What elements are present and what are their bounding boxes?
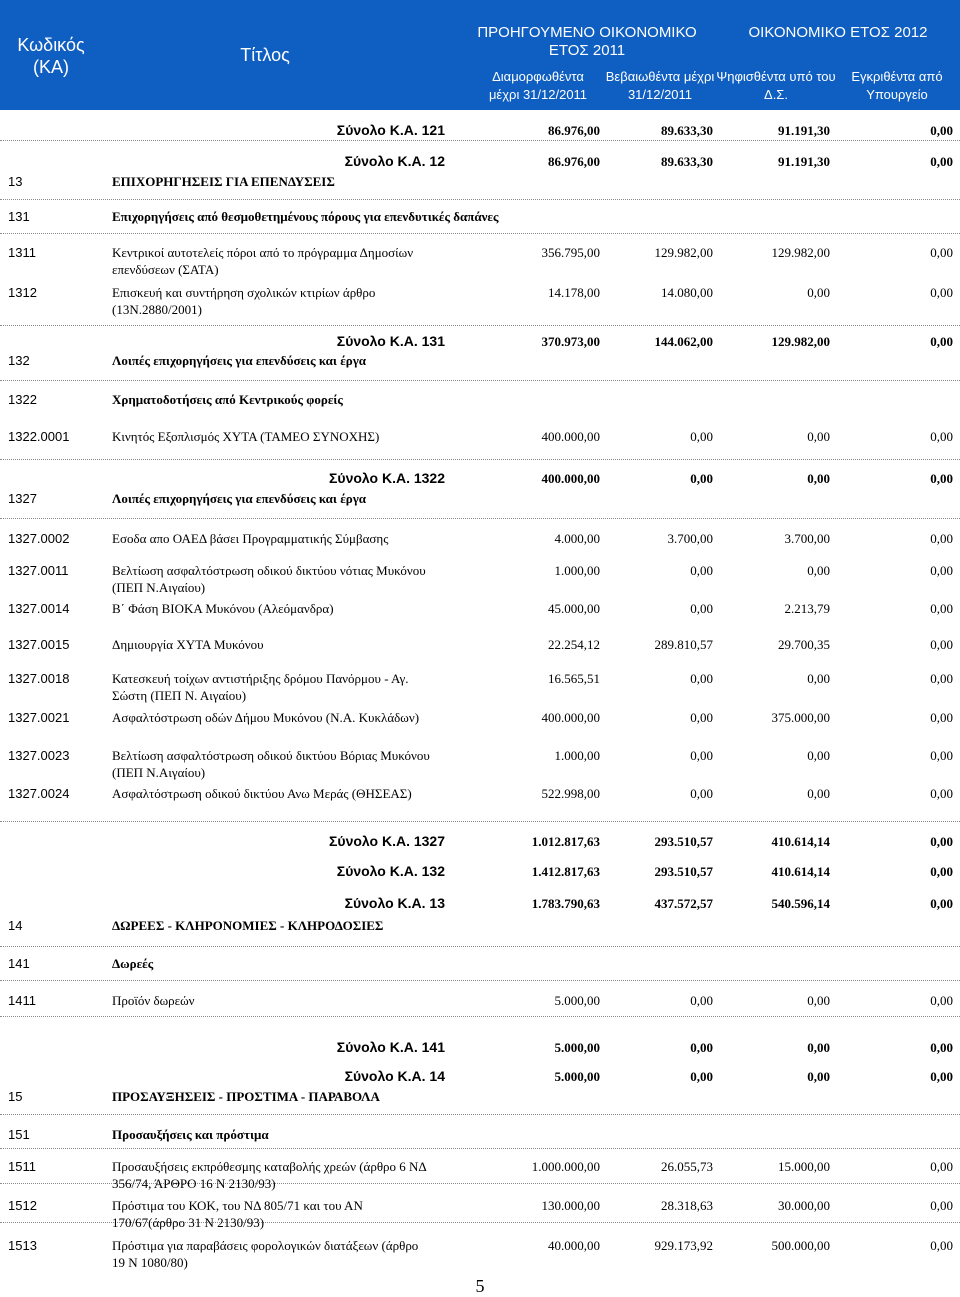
value-approved: 0,00 <box>930 1040 953 1055</box>
row-code: 1322 <box>8 392 37 407</box>
row-code: 1327 <box>8 491 37 506</box>
value-formed: 1.012.817,63 <box>531 834 600 849</box>
row-separator <box>0 459 960 460</box>
value-voted: 500.000,00 <box>771 1238 830 1253</box>
value-approved: 0,00 <box>930 786 953 801</box>
row-separator <box>0 1114 960 1115</box>
row-title: Κινητός Εξοπλισμός ΧΥΤΑ (ΤΑΜΕΟ ΣΥΝΟΧΗΣ) <box>112 429 380 444</box>
value-approved: 0,00 <box>930 1238 953 1253</box>
value-voted: 410.614,14 <box>771 834 830 849</box>
value-approved: 0,00 <box>930 563 953 578</box>
value-formed: 86.976,00 <box>548 123 600 138</box>
value-certified: 14.080,00 <box>661 285 713 300</box>
row-title: Ασφαλτόστρωση οδικού δικτύου Ανω Μεράς (ΘΗΣΕΑΣ) <box>112 786 412 801</box>
row-code: 1322.0001 <box>8 429 70 444</box>
value-formed: 1.000.000,00 <box>531 1159 600 1174</box>
row-separator <box>0 980 960 981</box>
value-voted: 0,00 <box>807 285 830 300</box>
row-code: 14 <box>8 918 23 933</box>
column-header-approved: Εγκριθέντα από Υπουργείο <box>851 69 943 102</box>
value-certified: 0,00 <box>690 671 713 686</box>
total-label: Σύνολο Κ.Α. 12 <box>344 153 445 169</box>
value-formed: 522.998,00 <box>541 786 600 801</box>
value-certified: 0,00 <box>690 748 713 763</box>
row-title: ΕΠΙΧΟΡΗΓΗΣΕΙΣ ΓΙΑ ΕΠΕΝΔΥΣΕΙΣ <box>112 174 335 189</box>
row-title: Β΄ Φάση ΒΙΟΚΑ Μυκόνου (Αλεόμανδρα) <box>112 601 334 616</box>
value-approved: 0,00 <box>930 1069 953 1084</box>
value-certified: 0,00 <box>690 563 713 578</box>
row-title: Πρόστιμα του ΚΟΚ, του ΝΔ 805/71 και του ΑΝ 170/67(άρθρο 31 Ν 2130/93) <box>112 1198 363 1230</box>
row-title: Χρηματοδοτήσεις από Κεντρικούς φορείς <box>112 392 343 407</box>
page-number: 5 <box>475 1276 485 1296</box>
row-title: ΔΩΡΕΕΣ - ΚΛΗΡΟΝΟΜΙΕΣ - ΚΛΗΡΟΔΟΣΙΕΣ <box>112 918 384 933</box>
value-certified: 293.510,57 <box>654 834 713 849</box>
total-label: Σύνολο Κ.Α. 121 <box>336 122 445 138</box>
row-title: Επιχορηγήσεις από θεσμοθετημένους πόρους για επενδυτικές δαπάνες <box>112 209 499 224</box>
value-approved: 0,00 <box>930 531 953 546</box>
row-title: Εσοδα απο ΟΑΕΔ βάσει Προγραμματικής Σύμβασης <box>112 531 389 546</box>
value-certified: 293.510,57 <box>654 864 713 879</box>
value-formed: 4.000,00 <box>554 531 600 546</box>
value-approved: 0,00 <box>930 429 953 444</box>
value-formed: 400.000,00 <box>541 429 600 444</box>
value-certified: 89.633,30 <box>661 154 713 169</box>
value-voted: 0,00 <box>807 786 830 801</box>
row-code: 1513 <box>8 1238 37 1253</box>
total-label: Σύνολο Κ.Α. 13 <box>344 895 445 911</box>
column-header-title: Τίτλος <box>240 45 290 65</box>
value-approved: 0,00 <box>930 834 953 849</box>
row-title: Κατεσκευή τοίχων αντιστήριξης δρόμου Πανόρμου - Αγ. Σώστη (ΠΕΠ Ν. Αιγαίου) <box>112 671 409 703</box>
row-separator <box>0 325 960 326</box>
value-voted: 129.982,00 <box>771 245 830 260</box>
value-voted: 0,00 <box>807 1040 830 1055</box>
value-formed: 130.000,00 <box>541 1198 600 1213</box>
value-certified: 437.572,57 <box>654 896 713 911</box>
value-formed: 1.412.817,63 <box>531 864 600 879</box>
value-certified: 129.982,00 <box>654 245 713 260</box>
value-voted: 0,00 <box>807 563 830 578</box>
row-title: Ασφαλτόστρωση οδών Δήμου Μυκόνου (Ν.Α. Κυκλάδων) <box>112 710 420 725</box>
value-formed: 45.000,00 <box>548 601 600 616</box>
value-formed: 400.000,00 <box>541 471 600 486</box>
total-label: Σύνολο Κ.Α. 1322 <box>329 470 445 486</box>
row-code: 132 <box>8 353 30 368</box>
row-title: ΠΡΟΣΑΥΞΗΣΕΙΣ - ΠΡΟΣΤΙΜΑ - ΠΑΡΑΒΟΛΑ <box>112 1089 380 1104</box>
value-voted: 91.191,30 <box>778 123 830 138</box>
value-formed: 5.000,00 <box>554 1040 600 1055</box>
value-voted: 0,00 <box>807 471 830 486</box>
value-certified: 89.633,30 <box>661 123 713 138</box>
total-label: Σύνολο Κ.Α. 1327 <box>329 833 445 849</box>
value-formed: 14.178,00 <box>548 285 600 300</box>
value-voted: 540.596,14 <box>771 896 830 911</box>
value-approved: 0,00 <box>930 993 953 1008</box>
total-label: Σύνολο Κ.Α. 14 <box>344 1068 445 1084</box>
column-header-voted: Ψηφισθέντα υπό του Δ.Σ. <box>716 69 836 102</box>
value-approved: 0,00 <box>930 285 953 300</box>
value-formed: 1.783.790,63 <box>531 896 600 911</box>
value-voted: 410.614,14 <box>771 864 830 879</box>
value-certified: 929.173,92 <box>654 1238 713 1253</box>
value-formed: 400.000,00 <box>541 710 600 725</box>
column-header-prev-year: ΠΡΟΗΓΟΥΜΕΝΟ ΟΙΚΟΝΟΜΙΚΟ ΕΤΟΣ 2011 <box>477 24 697 59</box>
row-code: 1411 <box>8 993 36 1008</box>
value-certified: 0,00 <box>690 1040 713 1055</box>
value-formed: 16.565,51 <box>548 671 600 686</box>
row-code: 15 <box>8 1089 23 1104</box>
row-code: 1311 <box>8 245 36 260</box>
row-code: 1327.0024 <box>8 786 70 801</box>
row-title: Κεντρικοί αυτοτελείς πόροι από το πρόγραμμα Δημοσίων επενδύσεων (ΣΑΤΑ) <box>112 245 414 277</box>
row-code: 1312 <box>8 285 37 300</box>
row-code: 1512 <box>8 1198 37 1213</box>
value-certified: 0,00 <box>690 710 713 725</box>
value-approved: 0,00 <box>930 748 953 763</box>
total-label: Σύνολο Κ.Α. 132 <box>336 863 445 879</box>
row-separator <box>0 199 960 200</box>
value-certified: 0,00 <box>690 786 713 801</box>
row-separator <box>0 518 960 519</box>
row-title: Δωρεές <box>112 956 154 971</box>
value-approved: 0,00 <box>930 1159 953 1174</box>
value-approved: 0,00 <box>930 154 953 169</box>
value-formed: 356.795,00 <box>541 245 600 260</box>
value-formed: 5.000,00 <box>554 993 600 1008</box>
value-formed: 1.000,00 <box>554 563 600 578</box>
row-code: 1327.0015 <box>8 637 70 652</box>
row-separator <box>0 1148 960 1149</box>
value-approved: 0,00 <box>930 601 953 616</box>
value-approved: 0,00 <box>930 334 953 349</box>
value-formed: 1.000,00 <box>554 748 600 763</box>
row-title: Λοιπές επιχορηγήσεις για επενδύσεις και έργα <box>112 353 367 368</box>
value-voted: 30.000,00 <box>778 1198 830 1213</box>
row-title: Προσαυξήσεις εκπρόθεσμης καταβολής χρεών (άρθρο 6 ΝΔ 356/74, ΆΡΘΡΟ 16 Ν 2130/93) <box>112 1159 427 1191</box>
column-header-formed: Διαμορφωθέντα μέχρι 31/12/2011 <box>488 69 588 102</box>
row-separator <box>0 946 960 947</box>
column-header-current-year: ΟΙΚΟΝΟΜΙΚΟ ΕΤΟΣ 2012 <box>748 24 928 41</box>
value-certified: 0,00 <box>690 601 713 616</box>
value-voted: 375.000,00 <box>771 710 830 725</box>
value-certified: 28.318,63 <box>661 1198 713 1213</box>
row-title: Προϊόν δωρεών <box>112 993 195 1008</box>
row-code: 1327.0002 <box>8 531 70 546</box>
row-code: 1327.0023 <box>8 748 70 763</box>
row-separator <box>0 140 960 141</box>
column-header-code: Κωδικός (ΚΑ) <box>17 35 85 77</box>
value-voted: 0,00 <box>807 993 830 1008</box>
value-certified: 289.810,57 <box>654 637 713 652</box>
row-code: 151 <box>8 1127 30 1142</box>
value-formed: 22.254,12 <box>548 637 600 652</box>
row-separator <box>0 821 960 822</box>
value-approved: 0,00 <box>930 710 953 725</box>
row-code: 131 <box>8 209 30 224</box>
value-approved: 0,00 <box>930 671 953 686</box>
value-voted: 0,00 <box>807 748 830 763</box>
value-certified: 0,00 <box>690 471 713 486</box>
row-title: Δημιουργία ΧΥΤΑ Μυκόνου <box>112 637 264 652</box>
row-title: Βελτίωση ασφαλτόστρωση οδικού δικτύου Βόριας Μυκόνου (ΠΕΠ Ν.Αιγαίου) <box>112 748 430 780</box>
row-separator <box>0 380 960 381</box>
value-certified: 0,00 <box>690 1069 713 1084</box>
column-header-certified: Βεβαιωθέντα μέχρι 31/12/2011 <box>605 69 715 102</box>
value-approved: 0,00 <box>930 1198 953 1213</box>
value-formed: 5.000,00 <box>554 1069 600 1084</box>
value-voted: 91.191,30 <box>778 154 830 169</box>
value-voted: 0,00 <box>807 1069 830 1084</box>
row-code: 1327.0021 <box>8 710 70 725</box>
value-approved: 0,00 <box>930 123 953 138</box>
value-certified: 144.062,00 <box>654 334 713 349</box>
value-formed: 40.000,00 <box>548 1238 600 1253</box>
row-title: Βελτίωση ασφαλτόστρωση οδικού δικτύου νότιας Μυκόνου (ΠΕΠ Ν.Αιγαίου) <box>112 563 426 595</box>
total-label: Σύνολο Κ.Α. 141 <box>336 1039 445 1055</box>
value-voted: 0,00 <box>807 429 830 444</box>
row-separator <box>0 1016 960 1017</box>
value-approved: 0,00 <box>930 896 953 911</box>
value-voted: 3.700,00 <box>784 531 830 546</box>
row-code: 1327.0014 <box>8 601 70 616</box>
row-separator <box>0 233 960 234</box>
value-formed: 370.973,00 <box>541 334 600 349</box>
row-title: Επισκευή και συντήρηση σχολικών κτιρίων άρθρο (13Ν.2880/2001) <box>112 285 376 317</box>
total-label: Σύνολο Κ.Α. 131 <box>336 333 445 349</box>
row-title: Λοιπές επιχορηγήσεις για επενδύσεις και έργα <box>112 491 367 506</box>
row-title: Πρόστιμα για παραβάσεις φορολογικών διατάξεων (άρθρο 19 Ν 1080/80) <box>112 1238 419 1270</box>
value-formed: 86.976,00 <box>548 154 600 169</box>
row-code: 141 <box>8 956 30 971</box>
value-approved: 0,00 <box>930 864 953 879</box>
row-code: 1327.0011 <box>8 563 69 578</box>
row-code: 1511 <box>8 1159 36 1174</box>
value-voted: 129.982,00 <box>771 334 830 349</box>
value-voted: 15.000,00 <box>778 1159 830 1174</box>
value-certified: 26.055,73 <box>661 1159 713 1174</box>
value-approved: 0,00 <box>930 471 953 486</box>
value-voted: 2.213,79 <box>784 601 830 616</box>
value-voted: 29.700,35 <box>778 637 830 652</box>
row-code: 13 <box>8 174 23 189</box>
value-certified: 3.700,00 <box>667 531 713 546</box>
value-certified: 0,00 <box>690 993 713 1008</box>
value-approved: 0,00 <box>930 637 953 652</box>
value-certified: 0,00 <box>690 429 713 444</box>
value-approved: 0,00 <box>930 245 953 260</box>
row-title: Προσαυξήσεις και πρόστιμα <box>112 1127 269 1142</box>
row-code: 1327.0018 <box>8 671 70 686</box>
value-voted: 0,00 <box>807 671 830 686</box>
